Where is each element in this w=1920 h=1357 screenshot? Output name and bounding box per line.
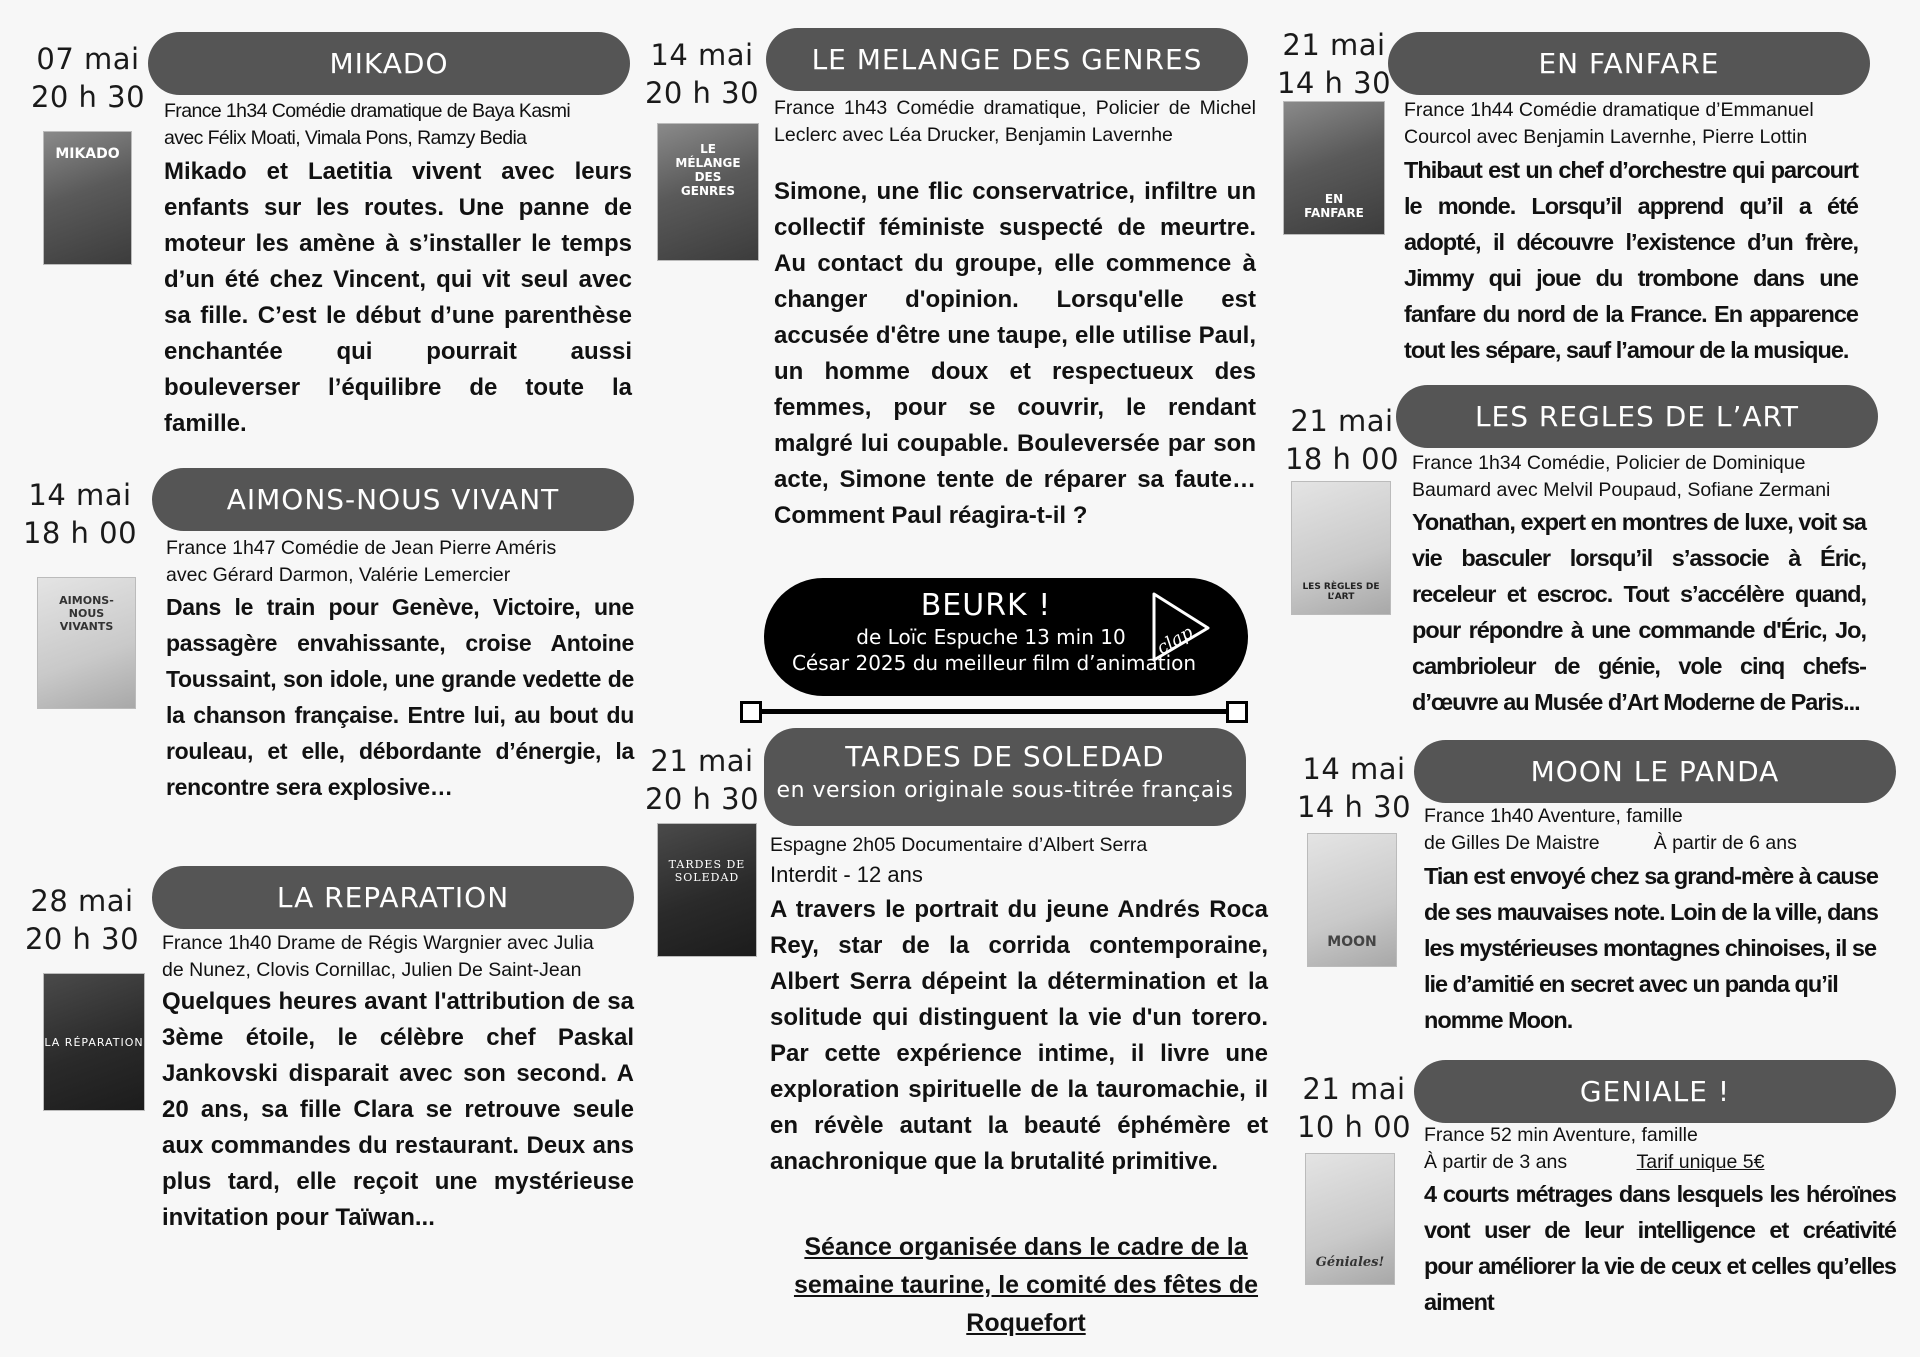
film-synopsis: Thibaut est un chef d’orchestre qui parcourt le monde. Lorsqu’il apprend qu’il a été adopté, il découvre l’existence d’un frère, Jimmy qui joue du trombone dans une fanfare du nord de la France. En apparence tout les sépare, sauf l’amour de la musique.: [1404, 157, 1858, 363]
poster-title: AIMONS-NOUS VIVANTS: [59, 594, 114, 633]
film-title: AIMONS-NOUS VIVANT: [152, 468, 634, 531]
film-synopsis: Dans le train pour Genève, Victoire, une passagère envahissante, croise Antoine Toussaint, son idole, une grande vedette de la chanson française. Entre lui, au bout du rouleau, et elle, débordante d’énergie, la rencontre sera explosive…: [166, 594, 634, 800]
film-date: [642, 742, 762, 818]
film-date: [20, 476, 140, 552]
film-title: [764, 728, 1246, 826]
film-meta: [1424, 1122, 1894, 1176]
film-title-text: TARDES DE SOLEDAD: [845, 740, 1165, 773]
price-note: Tarif unique 5€: [1636, 1151, 1765, 1173]
poster-title: EN FANFARE: [1304, 192, 1364, 220]
film-synopsis: Tian est envoyé chez sa grand-mère à cause de ses mauvaises note. Loin de la ville, dans les mystérieuses montagnes chinoises, il se lie d’amitié en secret avec un panda qu’il nomme Moon.: [1424, 863, 1878, 1033]
film-date: [642, 36, 762, 112]
film-meta: [1424, 803, 1894, 857]
date-time: 18 h 00: [1284, 442, 1400, 476]
film-title: LE MELANGE DES GENRES: [766, 28, 1248, 91]
film-meta-line2: Courcol avec Benjamin Lavernhe, Pierre Lottin: [1404, 126, 1808, 148]
film-meta: [166, 535, 636, 589]
film-title: LA REPARATION: [152, 866, 634, 929]
film-meta: [770, 832, 1250, 888]
date-day: 21 mai: [1290, 404, 1394, 438]
date-day: 21 mai: [1282, 28, 1386, 62]
date-day: 14 mai: [650, 38, 754, 72]
film-title: LES REGLES DE L’ART: [1396, 385, 1878, 448]
movie-poster: [1284, 102, 1384, 234]
film-meta-line2: Baumard avec Melvil Poupaud, Sofiane Zermani: [1412, 479, 1831, 501]
movie-poster: [658, 124, 758, 260]
film-meta-line1: Espagne 2h05 Documentaire d’Albert Serra: [770, 834, 1148, 856]
date-day: 21 mai: [650, 744, 754, 778]
poster-title: Géniales!: [1315, 1255, 1385, 1270]
film-synopsis: Mikado et Laetitia vivent avec leurs enfants sur les routes. Une panne de moteur les amène à s’installer le temps d’un été chez Vincent, qui vit seul avec sa fille. C’est le début d’une parenthèse enchantée qui pourrait aussi bouleverser l’équilibre de toute la famille.: [164, 158, 632, 437]
film-meta: [164, 98, 634, 152]
beurk-title: BEURK !: [920, 588, 1052, 623]
movie-poster: [44, 974, 144, 1110]
film-meta-line2: de Nunez, Clovis Cornillac, Julien De Saint-Jean: [162, 959, 582, 981]
poster-title: TARDES DE SOLEDAD: [668, 858, 746, 884]
film-synopsis: 4 courts métrages dans lesquels les héroïnes vont user de leur intelligence et créativité pour améliorer la vie de ceux et celles qu’elles aiment: [1424, 1181, 1896, 1315]
film-title: EN FANFARE: [1388, 32, 1870, 95]
film-meta-line1: France 1h40 Aventure, famille: [1424, 805, 1683, 827]
beurk-director: de Loïc Espuche 13 min 10: [856, 625, 1126, 649]
movie-poster: [1306, 1154, 1394, 1284]
short-film-beurk-banner: [764, 578, 1248, 696]
film-meta-line2: avec Gérard Darmon, Valérie Lemercier: [166, 564, 511, 586]
film-title: MIKADO: [148, 32, 630, 95]
date-day: 14 mai: [1302, 752, 1406, 786]
poster-title: LE MÉLANGE DES GENRES: [675, 142, 741, 198]
divider-line: [762, 709, 1226, 714]
beurk-award: César 2025 du meilleur film d’animation: [791, 651, 1197, 675]
date-time: 10 h 00: [1296, 1110, 1412, 1144]
poster-title: MIKADO: [55, 146, 120, 162]
film-synopsis: Simone, une flic conservatrice, infiltre un collectif féministe suspecté de meurtre. Au contact du groupe, elle commence à changer d'opinion. Lorsqu'elle est accusée d'être une taupe, elle utilise Paul, un homme doux et respectueux des femmes, pour se couvrir, le rendant malgré lui coupable. Bouleversée par son acte, Simone tente de réparer sa faute… Comment Paul réagira-t-il ?: [774, 178, 1256, 529]
film-meta-line1: France 1h40 Drame de Régis Wargnier avec Julia: [162, 932, 594, 954]
film-meta: [1404, 97, 1884, 151]
movie-poster: [1292, 482, 1390, 614]
film-meta-line1: France 1h44 Comédie dramatique d’Emmanuel: [1404, 99, 1814, 121]
movie-poster: [44, 132, 131, 264]
divider-right-cap: [1226, 701, 1248, 723]
clap-logo-text: clap: [1153, 621, 1197, 660]
film-meta-line1: France 1h34 Comédie dramatique de Baya Kasmi: [164, 100, 571, 122]
date-time: 14 h 30: [1276, 66, 1392, 100]
film-title: MOON LE PANDA: [1414, 740, 1896, 803]
film-synopsis: Yonathan, expert en montres de luxe, voit sa vie basculer lorsqu’il s’associe à Éric, receleur et escroc. Tout s’accélère quand, pour répondre à une commande d'Éric, Jo, cambrioleur de génie, vole cinq chefs-d’œuvre au Musée d’Art Moderne de Paris...: [1412, 509, 1866, 715]
film-date: [1282, 402, 1402, 478]
poster-title: MOON: [1327, 934, 1377, 950]
film-date: [1294, 1070, 1414, 1146]
film-date: [1274, 26, 1394, 102]
film-meta-line1: France 1h34 Comédie, Policier de Dominique: [1412, 452, 1806, 474]
film-meta-line1: France 1h47 Comédie de Jean Pierre Améris: [166, 537, 557, 559]
date-time: 18 h 00: [22, 516, 138, 550]
film-meta: France 1h43 Comédie dramatique, Policier de Michel Leclerc avec Léa Drucker, Benjamin Lavernhe: [774, 97, 1256, 146]
poster-title: LES RÈGLES DE L’ART: [1302, 582, 1380, 602]
date-day: 28 mai: [30, 884, 134, 918]
movie-poster: [38, 578, 135, 708]
film-title: GENIALE !: [1414, 1060, 1896, 1123]
film-date: [28, 40, 148, 116]
poster-title: LA RÉPARATION: [44, 1035, 144, 1049]
date-time: 20 h 30: [24, 922, 140, 956]
date-time: 20 h 30: [30, 80, 146, 114]
date-time: 20 h 30: [644, 782, 760, 816]
film-synopsis: Quelques heures avant l'attribution de sa 3ème étoile, le célèbre chef Paskal Jankovski disparait avec son second. A 20 ans, sa fille Clara se retrouve seule aux commandes du restaurant. Deux ans plus tard, elle reçoit une mystérieuse invitation pour Taïwan...: [162, 988, 634, 1231]
age-rating: Interdit - 12 ans: [770, 862, 923, 887]
film-meta-line2: de Gilles De Maistre À partir de 6 ans: [1424, 832, 1797, 854]
movie-poster: [1308, 834, 1396, 966]
film-synopsis: A travers le portrait du jeune Andrés Roca Rey, star de la corrida contemporaine, Albert Serra dépeint la détermination et la solitude qui distinguent la vie d'un torero. Par cette expérience intime, il livre une exploration spirituelle de la tauromachie, il en révèle autant la beauté éphémère et anachronique que la brutalité primitive.: [770, 896, 1268, 1175]
film-meta-line1: France 52 min Aventure, famille: [1424, 1124, 1698, 1146]
movie-poster: [658, 824, 756, 956]
date-day: 14 mai: [28, 478, 132, 512]
divider-bar: [740, 700, 1248, 722]
film-subtitle: en version originale sous-titrée français: [776, 778, 1234, 803]
film-date: [1294, 750, 1414, 826]
film-meta: [162, 930, 636, 984]
film-meta: [1412, 450, 1866, 504]
screening-note: Séance organisée dans le cadre de la semaine taurine, le comité des fêtes de Roquefort: [793, 1233, 1259, 1337]
date-time: 20 h 30: [644, 76, 760, 110]
film-date: [22, 882, 142, 958]
date-day: 07 mai: [36, 42, 140, 76]
film-meta-line2: avec Félix Moati, Vimala Pons, Ramzy Bedia: [164, 127, 527, 149]
age-rating: À partir de 3 ans: [1424, 1151, 1568, 1173]
date-time: 14 h 30: [1296, 790, 1412, 824]
divider-left-cap: [740, 701, 762, 723]
date-day: 21 mai: [1302, 1072, 1406, 1106]
film-meta-line2: [1424, 1149, 1894, 1176]
